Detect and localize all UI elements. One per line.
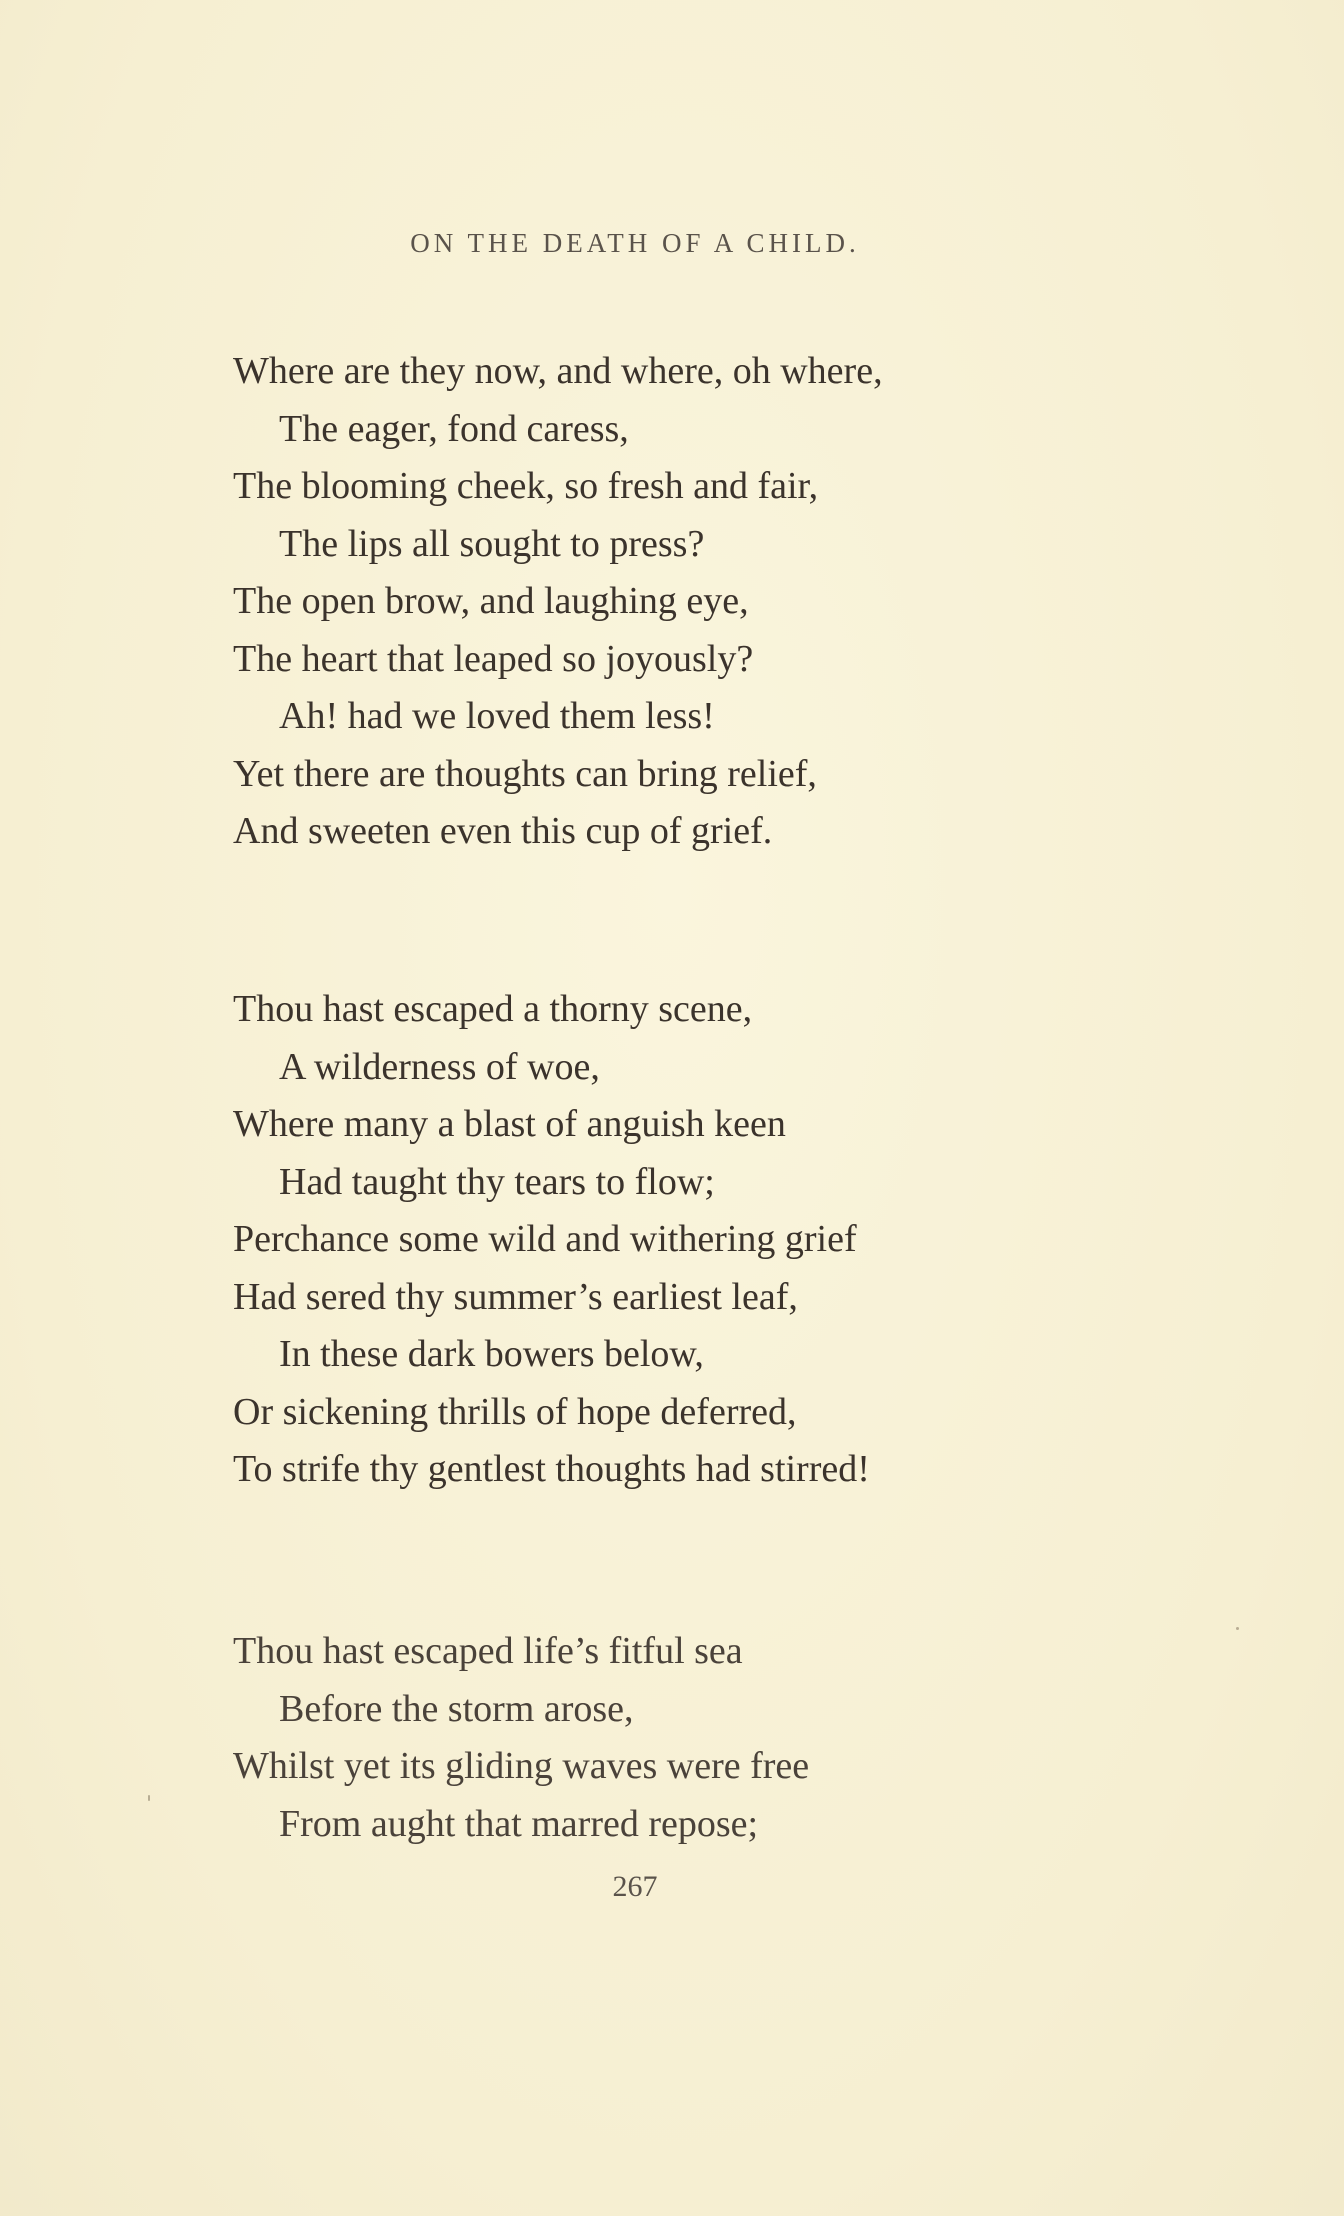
stanza-3 <box>233 1623 1133 1853</box>
page-number: 267 <box>612 1870 658 1903</box>
verse-line: Had taught thy tears to flow; <box>279 1160 715 1203</box>
stanza-1 <box>233 343 1133 861</box>
verse-line: Before the storm arose, <box>279 1687 634 1730</box>
verse-line: From aught that marred repose; <box>279 1802 759 1845</box>
verse-line: Thou hast escaped life’s fitful sea <box>233 1630 743 1672</box>
verse-line: The open brow, and laughing eye, <box>233 580 749 622</box>
verse-line: Ah! had we loved them less! <box>279 695 715 737</box>
verse-line: The heart that leaped so joyously? <box>233 637 754 680</box>
verse-line: And sweeten even this cup of grief. <box>233 810 773 852</box>
stanza-2 <box>233 981 1133 1499</box>
verse-line: Thou hast escaped a thorny scene, <box>233 988 753 1030</box>
verse-line: To strife thy gentlest thoughts had stirred! <box>233 1448 870 1490</box>
verse-line: Or sickening thrills of hope deferred, <box>233 1390 797 1433</box>
verse-line: Where many a blast of anguish keen <box>233 1103 786 1145</box>
verse-line: In these dark bowers below, <box>279 1333 704 1375</box>
verse-line: Had sered thy summer’s earliest leaf, <box>233 1275 798 1318</box>
verse-line: A wilderness of woe, <box>279 1045 600 1088</box>
paper-speck <box>1236 1627 1239 1630</box>
running-head: ON THE DEATH OF A CHILD. <box>410 228 860 258</box>
verse-line: Where are they now, and where, oh where, <box>233 350 883 392</box>
verse-line: Yet there are thoughts can bring relief, <box>233 752 817 795</box>
verse-line: The blooming cheek, so fresh and fair, <box>233 465 819 507</box>
paper-speck <box>148 1795 150 1801</box>
verse-line: Perchance some wild and withering grief <box>233 1218 857 1260</box>
verse-line: Whilst yet its gliding waves were free <box>233 1745 810 1787</box>
verse-line: The lips all sought to press? <box>279 522 705 565</box>
verse-line: The eager, fond caress, <box>279 407 629 450</box>
